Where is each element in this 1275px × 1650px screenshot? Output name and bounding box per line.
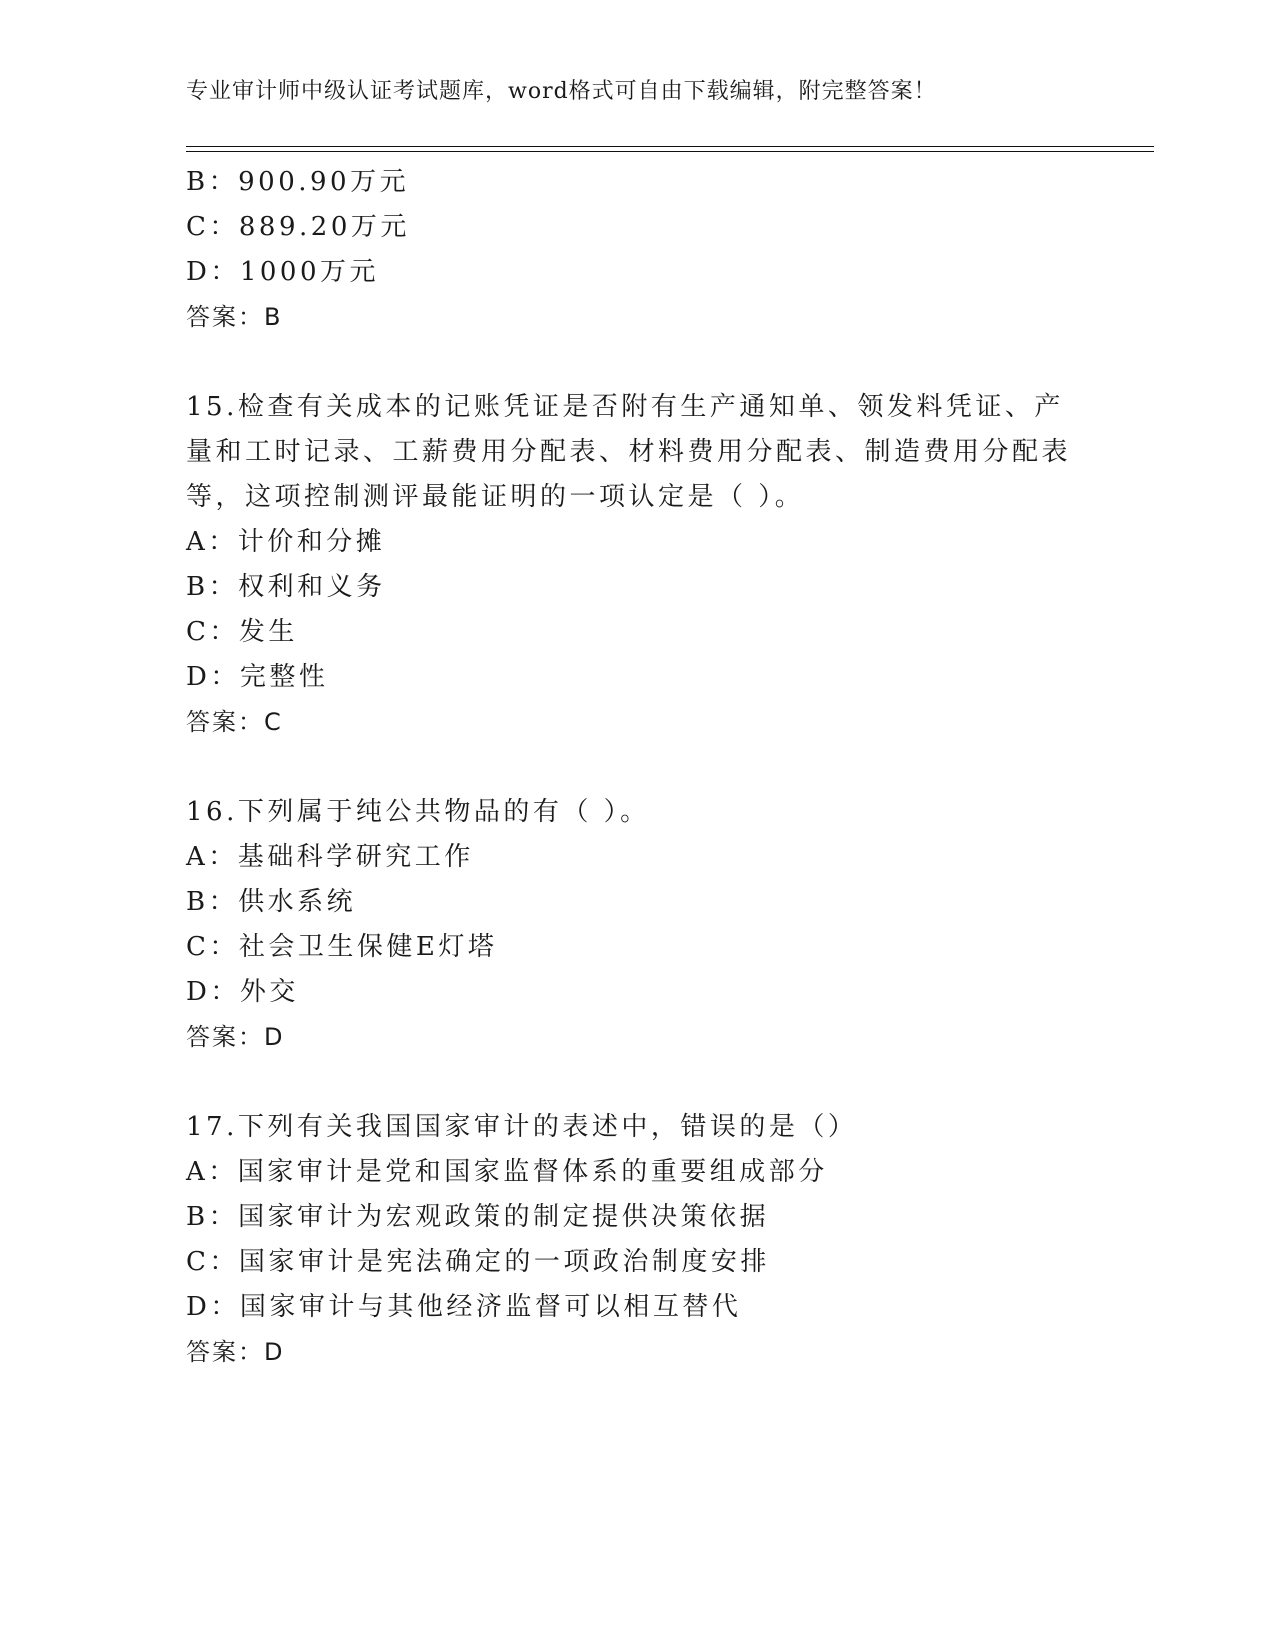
question-content — [186, 160, 1076, 1375]
option-c: C：国家审计是宪法确定的一项政治制度安排 — [186, 1247, 770, 1277]
question-16 — [186, 790, 1076, 1060]
question-stem: 16.下列属于纯公共物品的有（ ）。 — [186, 797, 650, 827]
option-d: D：1000万元 — [186, 257, 380, 287]
option-b: B：供水系统 — [186, 887, 357, 917]
option-a: A：计价和分摊 — [186, 527, 386, 557]
option-c: C：社会卫生保健E灯塔 — [186, 932, 498, 962]
question-fragment — [186, 160, 1076, 340]
option-b: B：国家审计为宏观政策的制定提供决策依据 — [186, 1202, 770, 1232]
option-b: B：权利和义务 — [186, 572, 386, 602]
question-17 — [186, 1105, 1076, 1375]
header-divider-top — [186, 146, 1154, 147]
option-a: A：国家审计是党和国家监督体系的重要组成部分 — [186, 1157, 828, 1187]
option-c: C：889.20万元 — [186, 212, 410, 242]
page-header: 专业审计师中级认证考试题库，word格式可自由下载编辑，附完整答案！ — [186, 79, 937, 104]
answer-label: 答案：D — [186, 1023, 285, 1051]
answer-label: 答案：C — [186, 708, 283, 736]
question-15 — [186, 385, 1076, 745]
option-d: D：国家审计与其他经济监督可以相互替代 — [186, 1292, 742, 1322]
answer-label: 答案：B — [186, 303, 283, 331]
question-stem: 17.下列有关我国国家审计的表述中，错误的是（） — [186, 1112, 858, 1142]
option-b: B：900.90万元 — [186, 167, 410, 197]
question-stem: 15.检查有关成本的记账凭证是否附有生产通知单、领发料凭证、产量和工时记录、工薪费用分配表、材料费用分配表、制造费用分配表等，这项控制测评最能证明的一项认定是（ ）。 — [186, 392, 1072, 512]
option-d: D：外交 — [186, 977, 299, 1007]
answer-label: 答案：D — [186, 1338, 285, 1366]
option-a: A：基础科学研究工作 — [186, 842, 474, 872]
option-c: C：发生 — [186, 617, 298, 647]
header-divider-bottom — [186, 151, 1154, 152]
option-d: D：完整性 — [186, 662, 329, 692]
